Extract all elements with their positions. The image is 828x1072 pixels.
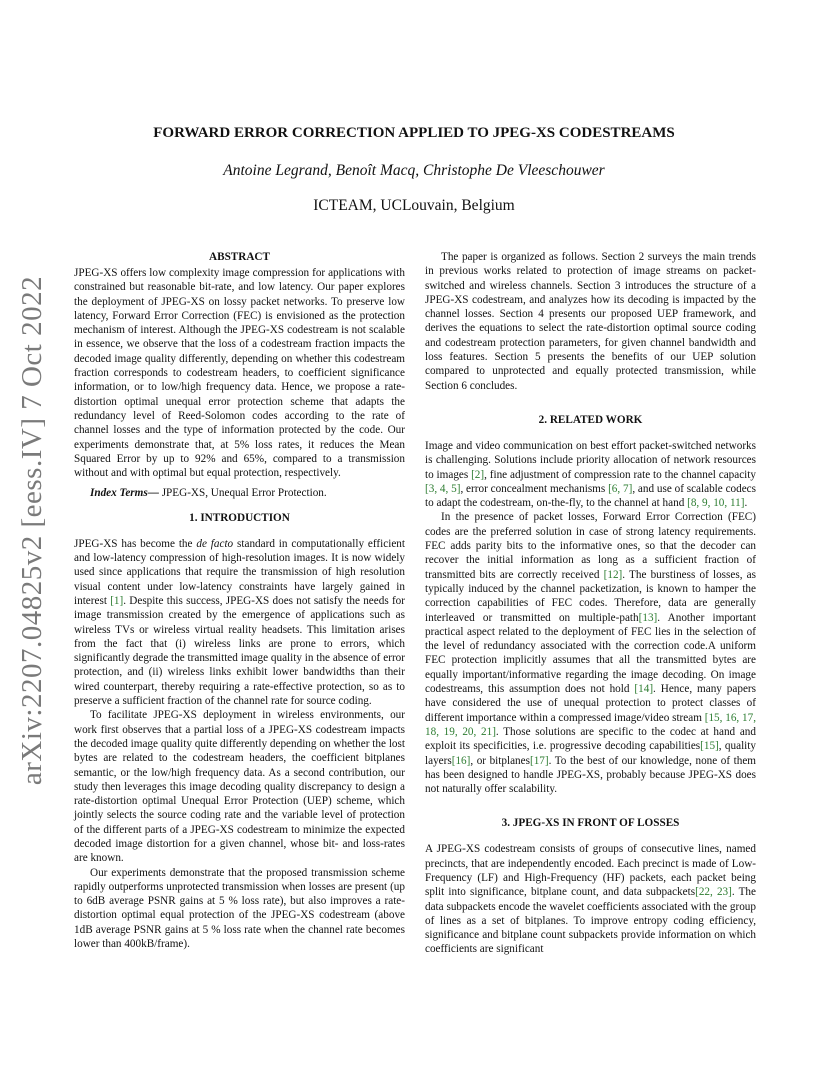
citation-link[interactable]: [2] <box>471 468 485 481</box>
organization-paragraph: The paper is organized as follows. Section 2 surveys the main trends in previous works related to protection of image streams on packet-switched and wireless channels. Section 3 introduces the structure of a JPEG-XS codestream, and analyzes how its decoding is impacted by the channel losses. Section 4 presents our proposed UEP framework, and derives the equations to select the rate-distortion optimal source coding and codestream protection parameters, for given channel bandwidth and loss features. Section 5 presents the benefits of our UEP solution compared to unprotected and equally protected transmission, while Section 6 concludes. <box>425 251 756 392</box>
citation-link[interactable]: [17] <box>529 754 549 767</box>
citation-link[interactable]: [16] <box>451 754 471 767</box>
citation-link[interactable]: [13] <box>638 611 658 624</box>
section-heading-related-work: 2. RELATED WORK <box>538 413 643 426</box>
section-heading-introduction: 1. INTRODUCTION <box>189 511 290 524</box>
citation-link[interactable]: [14] <box>634 683 654 696</box>
citation-link[interactable]: [3, 4, 5] <box>425 482 461 495</box>
citation-link[interactable]: [22, 23] <box>695 886 732 899</box>
related-paragraph-2: In the presence of packet losses, Forward Error Correction (FEC) codes are the preferred solution in case of strong latency requirements. FEC adds parity bits to the informative ones, so that the decoder can recover the initial information as long as a sufficient fraction of transmitted bits are correctly received [12]. The burstiness of losses, as typically induced by the channel packetization, is known to hamper the correction capabilities of FEC codes. Therefore, data are generally interleaved or transmitted on multiple-path[13]. Another important practical aspect related to the deployment of FEC lies in the selection of the level of redundancy associated with the correction code.A uniform FEC protection implicitly assumes that all the transmitted bytes are equally important/informative regarding the image decoding. On image codestreams, this assumption does not hold [14]. Hence, many papers have considered the use of unequal protection to protect classes of different importance within a compressed image/video stream [15, 16, 17, 18, 19, 20, 21]. Those solutions are specific to the codec at hand and exploit its specificities, i.e. progressive decoding capabilities[15], quality layers[16], or bitplanes[17]. To the best of our knowledge, none of them has been designed to handle JPEG-XS, probably because JPEG-XS does not naturally offer scalability. <box>425 511 757 796</box>
affiliation: ICTEAM, UCLouvain, Belgium <box>313 197 515 214</box>
index-terms-label: Index Terms— <box>90 487 159 500</box>
citation-link[interactable]: [15, 16, 17, 18, 19, 20, 21] <box>425 711 756 738</box>
abstract-text: JPEG-XS offers low complexity image compression for applications with constrained but reasonable bit-rate, and low latency. Our paper explores the deployment of JPEG-XS on lossy packet networks. To preserve low latency, Forward Error Correction (FEC) is envisioned as the protection mechanism of interest. Although the JPEG-XS codestream is not scalable in essence, we observe that the loss of a codestream fraction impacts the decoded image quality differently, depending on whether this codestream fraction corresponds to codestream headers, to coefficient significance information, or to low/high frequency data. Hence, we propose a rate-distortion optimal unequal error protection scheme that adapts the redundancy level of Reed-Solomon codes according to the rate of channel losses and the type of information protected by the code. Our experiments demonstrate that, at 5% loss rates, it reduces the Mean Squared Error by up to 92% and 65%, compared to a transmission without and with optimal but equal protection, respectively. <box>74 267 405 480</box>
citation-link[interactable]: [15] <box>700 740 719 753</box>
index-terms <box>74 486 405 500</box>
paper-title: FORWARD ERROR CORRECTION APPLIED TO JPEG-XS CODESTREAMS <box>153 125 675 141</box>
intro-paragraph-3: Our experiments demonstrate that the proposed transmission scheme rapidly outperforms unprotected transmission when losses are present (up to 6dB average PSNR gains at 5 % loss rate), but also improves a rate-distortion optimal equal protection of the JPEG-XS codestream (above 1dB average PSNR gains at 5 % loss rate when the channel rate becomes lower than 400kB/frame). <box>74 866 405 951</box>
arxiv-stamp <box>10 275 55 785</box>
abstract-heading: ABSTRACT <box>209 251 270 263</box>
arxiv-id: arXiv:2207.04825v2 [eess.IV] 7 Oct 2022 <box>16 275 48 785</box>
author-list: Antoine Legrand, Benoît Macq, Christophe De Vleeschouwer <box>223 162 605 179</box>
section-heading-losses: 3. JPEG-XS IN FRONT OF LOSSES <box>501 817 680 830</box>
losses-paragraph-1: A JPEG-XS codestream consists of groups of consecutive lines, named precincts, that are independently encoded. Each precinct is made of Low-Frequency (LF) and High-Frequency (HF) packets, each packet being split into significance, bitplane count, and data subpackets[22, 23]. The data subpackets encode the wavelet coefficients associated with the group of lines as a set of bitplanes. To improve entropy coding efficiency, significance and bitplane count subpackets provide information on which coefficients are significant <box>425 843 756 956</box>
emphasis-de-facto: de facto <box>196 537 234 550</box>
citation-link[interactable]: [6, 7] <box>608 482 633 495</box>
intro-paragraph-2: To facilitate JPEG-XS deployment in wireless environments, our work first observes that a partial loss of a JPEG-XS codestream impacts the decoded image quality quite differently depending on whether the lost bytes are related to the codestream headers, the coefficient bitplanes semantic, or the low/high frequency data. As a second contribution, our study then leverages this image decoding quality discrepancy to design a rate-distortion optimal Unequal Error Protection (UEP) scheme, which jointly selects the source coding rate and the variable level of protection of the different parts of a JPEG-XS codestream to minimize the expected decoded image distortion for a given channel, whose bit- and loss-rates are known. <box>74 709 405 865</box>
left-column <box>74 250 405 951</box>
citation-link[interactable]: [8, 9, 10, 11] <box>687 497 745 510</box>
citation-link[interactable]: [12] <box>603 568 623 581</box>
intro-paragraph-1: JPEG-XS has become the de facto standard in computationally efficient and low-latency compression of high-resolution images. It is now widely used since applications that require the transmission of high resolution visual content under low-latency constraints have largely gained in interest [1]. Despite this success, JPEG-XS does not satisfy the needs for image transmission created by the emergence of applications such as wireless TVs or wireless virtual reality headsets. This limitation arises from the fact that (i) wireless links are prone to errors, which significantly degrade the transmitted image quality in the absence of error protection, and (ii) wireless links exhibit lower bandwidths than their wired counterpart, thereby requiring a rate-effective protection, so as to preserve a sufficient fraction of the channel rate for source coding. <box>74 537 405 708</box>
index-terms-text: JPEG-XS, Unequal Error Protection. <box>158 487 327 500</box>
citation-link[interactable]: [1] <box>110 594 124 607</box>
related-paragraph-1: Image and video communication on best effort packet-switched networks is challenging. Solutions include priority allocation of network resources to images [2], fine adjustment of compression rate to the channel capacity [3, 4, 5], error concealment mechanisms [6, 7], and use of scalable codecs to adapt the codestream, on-the-fly, to the channel at hand [8, 9, 10, 11]. <box>425 439 757 510</box>
right-column <box>425 250 756 957</box>
